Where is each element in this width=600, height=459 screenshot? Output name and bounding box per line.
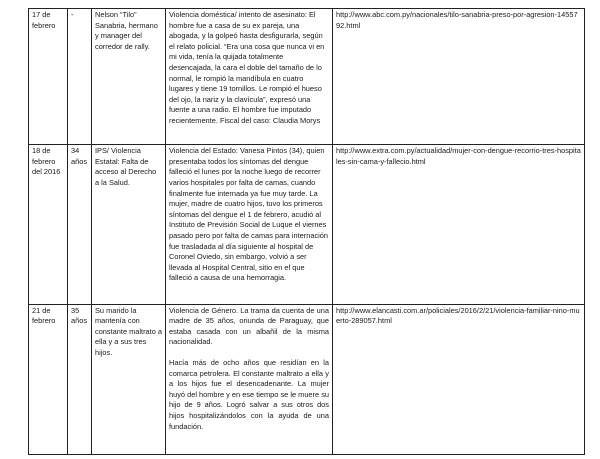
age-cell: - [68,9,92,145]
person-cell: Su marido la mantenía con constante maltrato a ella y a sus tres hijos. [92,304,166,454]
description-paragraph: Violencia de Género. La trama da cuenta de una madre de 35 años, oriunda de Paraguay, que estaba casada con un albañil de la misma nacionalidad. [169,305,329,347]
source-url-cell: http://www.elancasti.com.ar/policiales/2016/2/21/violencia-familiar-nino-muerto-289057.html [333,304,585,454]
table-row [29,304,585,454]
source-url-cell: http://www.extra.com.py/actualidad/mujer-con-dengue-recorrio-tres-hospitales-sin-cama-y-fallecio.html [333,145,585,304]
table-row [29,145,585,304]
table-row [29,9,585,145]
description-cell [166,145,333,304]
description-paragraph: Hacía más de ocho años que residían en la comarca petrolera. El constante maltrato a ella y a los hijos fue el desencadenante. La mujer huyó del hombre y en ese tiempo se le muere su hijo de 9 años. Logró salvar a sus otros dos hijos hospitalizándolos con la ayuda de una fundación. [169,358,329,431]
paragraph-gap [169,348,329,358]
description-cell [166,304,333,454]
person-cell: Nelson “Tilo” Sanabria, hermano y manager del corredor de rally. [92,9,166,145]
news-table [28,8,585,455]
description-cell [166,9,333,145]
person-cell: IPS/ Violencia Estatal: Falta de acceso al Derecho a la Salud. [92,145,166,304]
source-url-cell: http://www.abc.com.py/nacionales/tilo-sanabria-preso-por-agresion-1455792.html [333,9,585,145]
date-cell: 18 de febrero del 2016 [29,145,68,304]
date-cell: 21 de febrero [29,304,68,454]
age-cell: 34 años [68,145,92,304]
description-paragraph: Violencia del Estado: Vanesa Pintos (34), quien presentaba todos los síntomas del dengue falleció el lunes por la noche luego de recorrer varios hospitales por falta de camas, cuando finalmente fue internada ya fue muy tarde. La mujer, madre de cuatro hijos, tuvo los primeros síntomas del dengue el 1 de febrero, acudió al Instituto de Previsión Social de Luque el viernes pasado pero por falta de camas para internación fue trasladada al día siguiente al hospital de Coronel Oviedo, sin embargo, volvió a ser llevada al Hospital Central, sitio en el que falleció a causa de una hemorragia. [169,146,328,283]
description-paragraph: Violencia doméstica/ intento de asesinato: El hombre fue a casa de su ex pareja, una abogada, y la golpeó hasta desfigurarla, según el relato policial. “Era una cosa que nunca vi en mi vida, tenía la quijada totalmente desencajada, la cara el doble del tamaño de lo normal, le rompió la mandíbula en cuatro lugares y tiene 19 tornillos. Le rompió el hueso del ojo, la nariz y la clavícula”, expresó una fuente a una radio. El hombre fue imputado recientemente. Fiscal del caso: Claudia Morys [169,10,325,125]
age-cell: 35 años [68,304,92,454]
date-cell: 17 de febrero [29,9,68,145]
